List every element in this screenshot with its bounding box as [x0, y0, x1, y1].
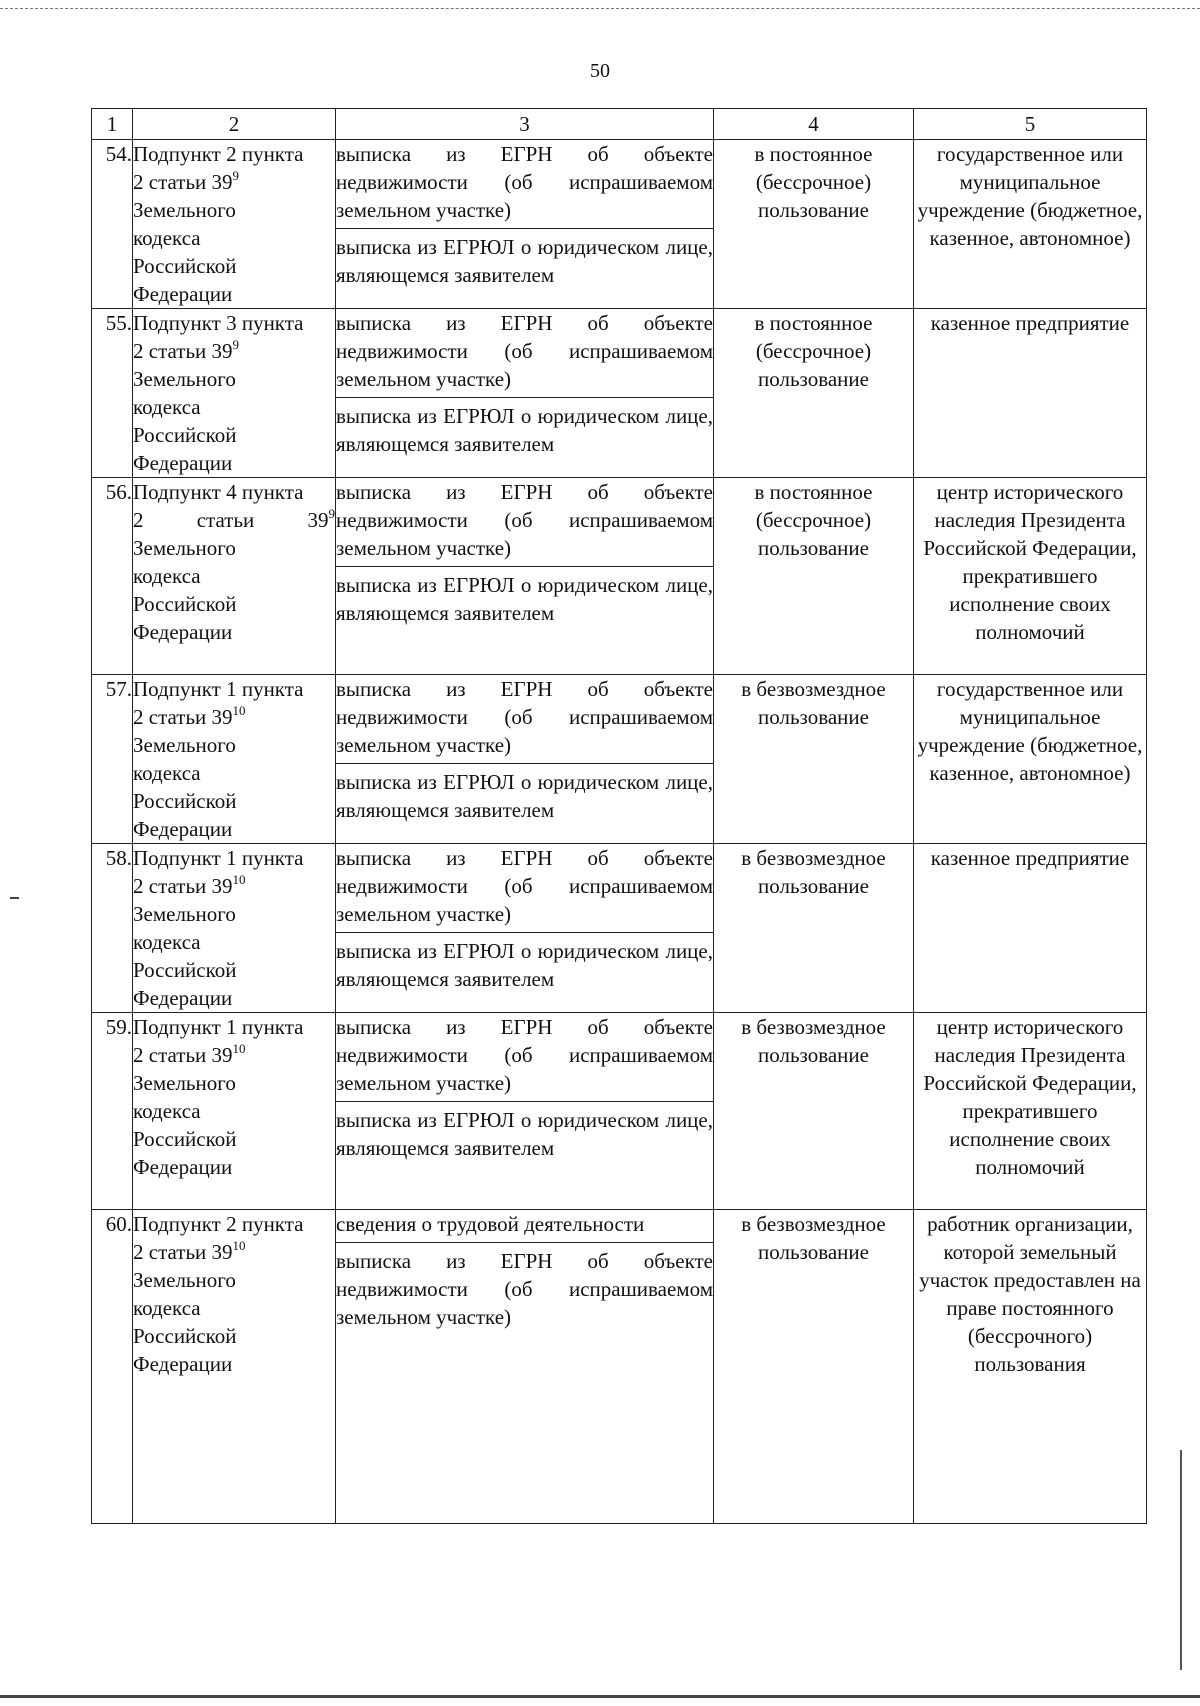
- row-number: 57.: [92, 675, 133, 844]
- basis-line: Российской: [133, 254, 237, 278]
- right-type-cell: в постоянное (бессрочное) пользование: [714, 478, 914, 675]
- margin-mark: [10, 897, 19, 899]
- applicant-cell: казенное предприятие: [914, 309, 1147, 478]
- basis-line: [133, 168, 335, 196]
- row-number: 54.: [92, 140, 133, 309]
- article-superscript: 10: [232, 1041, 246, 1056]
- basis-line: [133, 1041, 335, 1069]
- basis-word: $39^9$: [307, 506, 335, 532]
- basis-line: Федерации: [133, 451, 233, 475]
- applicant-cell: государственное или муниципальное учреждение (бюджетное, казенное, автономное): [914, 140, 1147, 309]
- documents-cell: [336, 844, 714, 1013]
- applicant-cell: центр исторического наследия Президента Российской Федерации, прекратившего исполнение своих полномочий: [914, 478, 1147, 675]
- basis-line: кодекса: [133, 564, 201, 588]
- right-type-cell: в безвозмездное пользование: [714, 1013, 914, 1210]
- basis-line: Земельного: [133, 367, 236, 391]
- required-document: выписка из ЕГРН об объекте недвижимости (об испрашиваемом земельном участке): [336, 480, 713, 560]
- applicant-cell: казенное предприятие: [914, 844, 1147, 1013]
- table-row: [92, 478, 1147, 675]
- required-document: выписка из ЕГРЮЛ о юридическом лице, являющемся заявителем: [336, 932, 713, 993]
- basis-text: 2 статьи 39: [133, 339, 233, 363]
- table-row: [92, 1210, 1147, 1524]
- basis-line: Подпункт 2 пункта: [133, 142, 304, 166]
- basis-line: [133, 1238, 335, 1266]
- legal-basis-cell: [133, 675, 336, 844]
- page-number: 50: [590, 60, 610, 82]
- basis-line: кодекса: [133, 1099, 201, 1123]
- basis-word: статьи: [196, 508, 255, 532]
- article-superscript: 10: [232, 703, 246, 718]
- required-document: выписка из ЕГРЮЛ о юридическом лице, являющемся заявителем: [336, 566, 713, 627]
- top-scan-rule: [0, 8, 1200, 9]
- basis-line: Российской: [133, 592, 237, 616]
- column-header: 5: [914, 109, 1147, 140]
- basis-line: Земельного: [133, 733, 236, 757]
- documents-cell: [336, 309, 714, 478]
- column-header: 4: [714, 109, 914, 140]
- documents-cell: [336, 140, 714, 309]
- row-number: 58.: [92, 844, 133, 1013]
- table-row: [92, 140, 1147, 309]
- right-type-cell: в безвозмездное пользование: [714, 675, 914, 844]
- basis-line: Российской: [133, 1324, 237, 1348]
- column-header: 2: [133, 109, 336, 140]
- table-header-row: [92, 109, 1147, 140]
- basis-line: кодекса: [133, 395, 201, 419]
- applicant-cell: работник организации, которой земельный участок предоставлен на праве постоянного (бессрочного) пользования: [914, 1210, 1147, 1524]
- basis-text: 2 статьи 39: [133, 874, 233, 898]
- legal-basis-cell: [133, 140, 336, 309]
- table-row: [92, 309, 1147, 478]
- article-superscript: 9: [232, 337, 240, 352]
- legal-basis-cell: [133, 844, 336, 1013]
- basis-line: Земельного: [133, 1071, 236, 1095]
- legal-basis-cell: [133, 309, 336, 478]
- documents-cell: [336, 1013, 714, 1210]
- basis-text: 2 статьи 39: [133, 1043, 233, 1067]
- applicant-cell: центр исторического наследия Президента Российской Федерации, прекратившего исполнение своих полномочий: [914, 1013, 1147, 1210]
- basis-line: Российской: [133, 958, 237, 982]
- required-document: сведения о трудовой деятельности: [336, 1212, 645, 1236]
- row-number: 59.: [92, 1013, 133, 1210]
- legal-basis-cell: [133, 1013, 336, 1210]
- table-row: [92, 844, 1147, 1013]
- basis-line: Подпункт 4 пункта: [133, 480, 304, 504]
- article-superscript: 10: [232, 1238, 246, 1253]
- basis-line: кодекса: [133, 761, 201, 785]
- documents-cell: [336, 478, 714, 675]
- column-header: 3: [336, 109, 714, 140]
- legal-basis-cell: [133, 1210, 336, 1524]
- basis-line: Федерации: [133, 282, 233, 306]
- required-document: выписка из ЕГРН об объекте недвижимости (об испрашиваемом земельном участке): [336, 677, 713, 757]
- table-row: [92, 675, 1147, 844]
- article-superscript: 10: [232, 872, 246, 887]
- required-document: выписка из ЕГРН об объекте недвижимости (об испрашиваемом земельном участке): [336, 1242, 713, 1331]
- basis-line: [133, 506, 335, 534]
- right-type-cell: в постоянное (бессрочное) пользование: [714, 140, 914, 309]
- basis-line: Российской: [133, 789, 237, 813]
- basis-text: 2 статьи 39: [133, 170, 233, 194]
- basis-line: [133, 703, 335, 731]
- basis-line: [133, 872, 335, 900]
- basis-text: 2 статьи 39: [133, 1240, 233, 1264]
- column-header: 1: [92, 109, 133, 140]
- basis-line: Земельного: [133, 902, 236, 926]
- row-number: 55.: [92, 309, 133, 478]
- basis-line: Земельного: [133, 1268, 236, 1292]
- basis-line: Федерации: [133, 1155, 233, 1179]
- basis-line: Российской: [133, 1127, 237, 1151]
- table-row: [92, 1013, 1147, 1210]
- basis-line: Федерации: [133, 620, 233, 644]
- right-type-cell: в безвозмездное пользование: [714, 844, 914, 1013]
- required-document: выписка из ЕГРЮЛ о юридическом лице, являющемся заявителем: [336, 228, 713, 289]
- right-type-cell: в постоянное (бессрочное) пользование: [714, 309, 914, 478]
- right-scan-rule: [1180, 1450, 1182, 1670]
- required-document: выписка из ЕГРН об объекте недвижимости (об испрашиваемом земельном участке): [336, 142, 713, 222]
- documents-cell: [336, 675, 714, 844]
- basis-line: Земельного: [133, 198, 236, 222]
- required-document: выписка из ЕГРЮЛ о юридическом лице, являющемся заявителем: [336, 397, 713, 458]
- required-document: выписка из ЕГРЮЛ о юридическом лице, являющемся заявителем: [336, 1101, 713, 1162]
- bottom-scan-rule: [0, 1695, 1200, 1698]
- right-type-cell: в безвозмездное пользование: [714, 1210, 914, 1524]
- basis-line: Российской: [133, 423, 237, 447]
- article-superscript: 9: [328, 506, 335, 521]
- basis-line: кодекса: [133, 930, 201, 954]
- basis-word: 2: [133, 508, 144, 532]
- row-number: 60.: [92, 1210, 133, 1524]
- required-document: выписка из ЕГРН об объекте недвижимости (об испрашиваемом земельном участке): [336, 311, 713, 391]
- article-superscript: 9: [232, 168, 240, 183]
- basis-line: Подпункт 1 пункта: [133, 677, 304, 701]
- required-document: выписка из ЕГРН об объекте недвижимости (об испрашиваемом земельном участке): [336, 1015, 713, 1095]
- documents-cell: [336, 1210, 714, 1524]
- basis-line: Подпункт 2 пункта: [133, 1212, 304, 1236]
- basis-line: Федерации: [133, 817, 233, 841]
- basis-line: Подпункт 1 пункта: [133, 846, 304, 870]
- basis-line: кодекса: [133, 1296, 201, 1320]
- basis-line: Подпункт 1 пункта: [133, 1015, 304, 1039]
- basis-line: Федерации: [133, 986, 233, 1010]
- basis-text: 2 статьи 39: [133, 705, 233, 729]
- required-document: выписка из ЕГРЮЛ о юридическом лице, являющемся заявителем: [336, 763, 713, 824]
- services-table: [91, 108, 1147, 1524]
- row-number: 56.: [92, 478, 133, 675]
- basis-line: кодекса: [133, 226, 201, 250]
- basis-line: Федерации: [133, 1352, 233, 1376]
- required-document: выписка из ЕГРН об объекте недвижимости (об испрашиваемом земельном участке): [336, 846, 713, 926]
- basis-line: [133, 337, 335, 365]
- basis-line: Подпункт 3 пункта: [133, 311, 304, 335]
- legal-basis-cell: [133, 478, 336, 675]
- applicant-cell: государственное или муниципальное учреждение (бюджетное, казенное, автономное): [914, 675, 1147, 844]
- basis-line: Земельного: [133, 536, 236, 560]
